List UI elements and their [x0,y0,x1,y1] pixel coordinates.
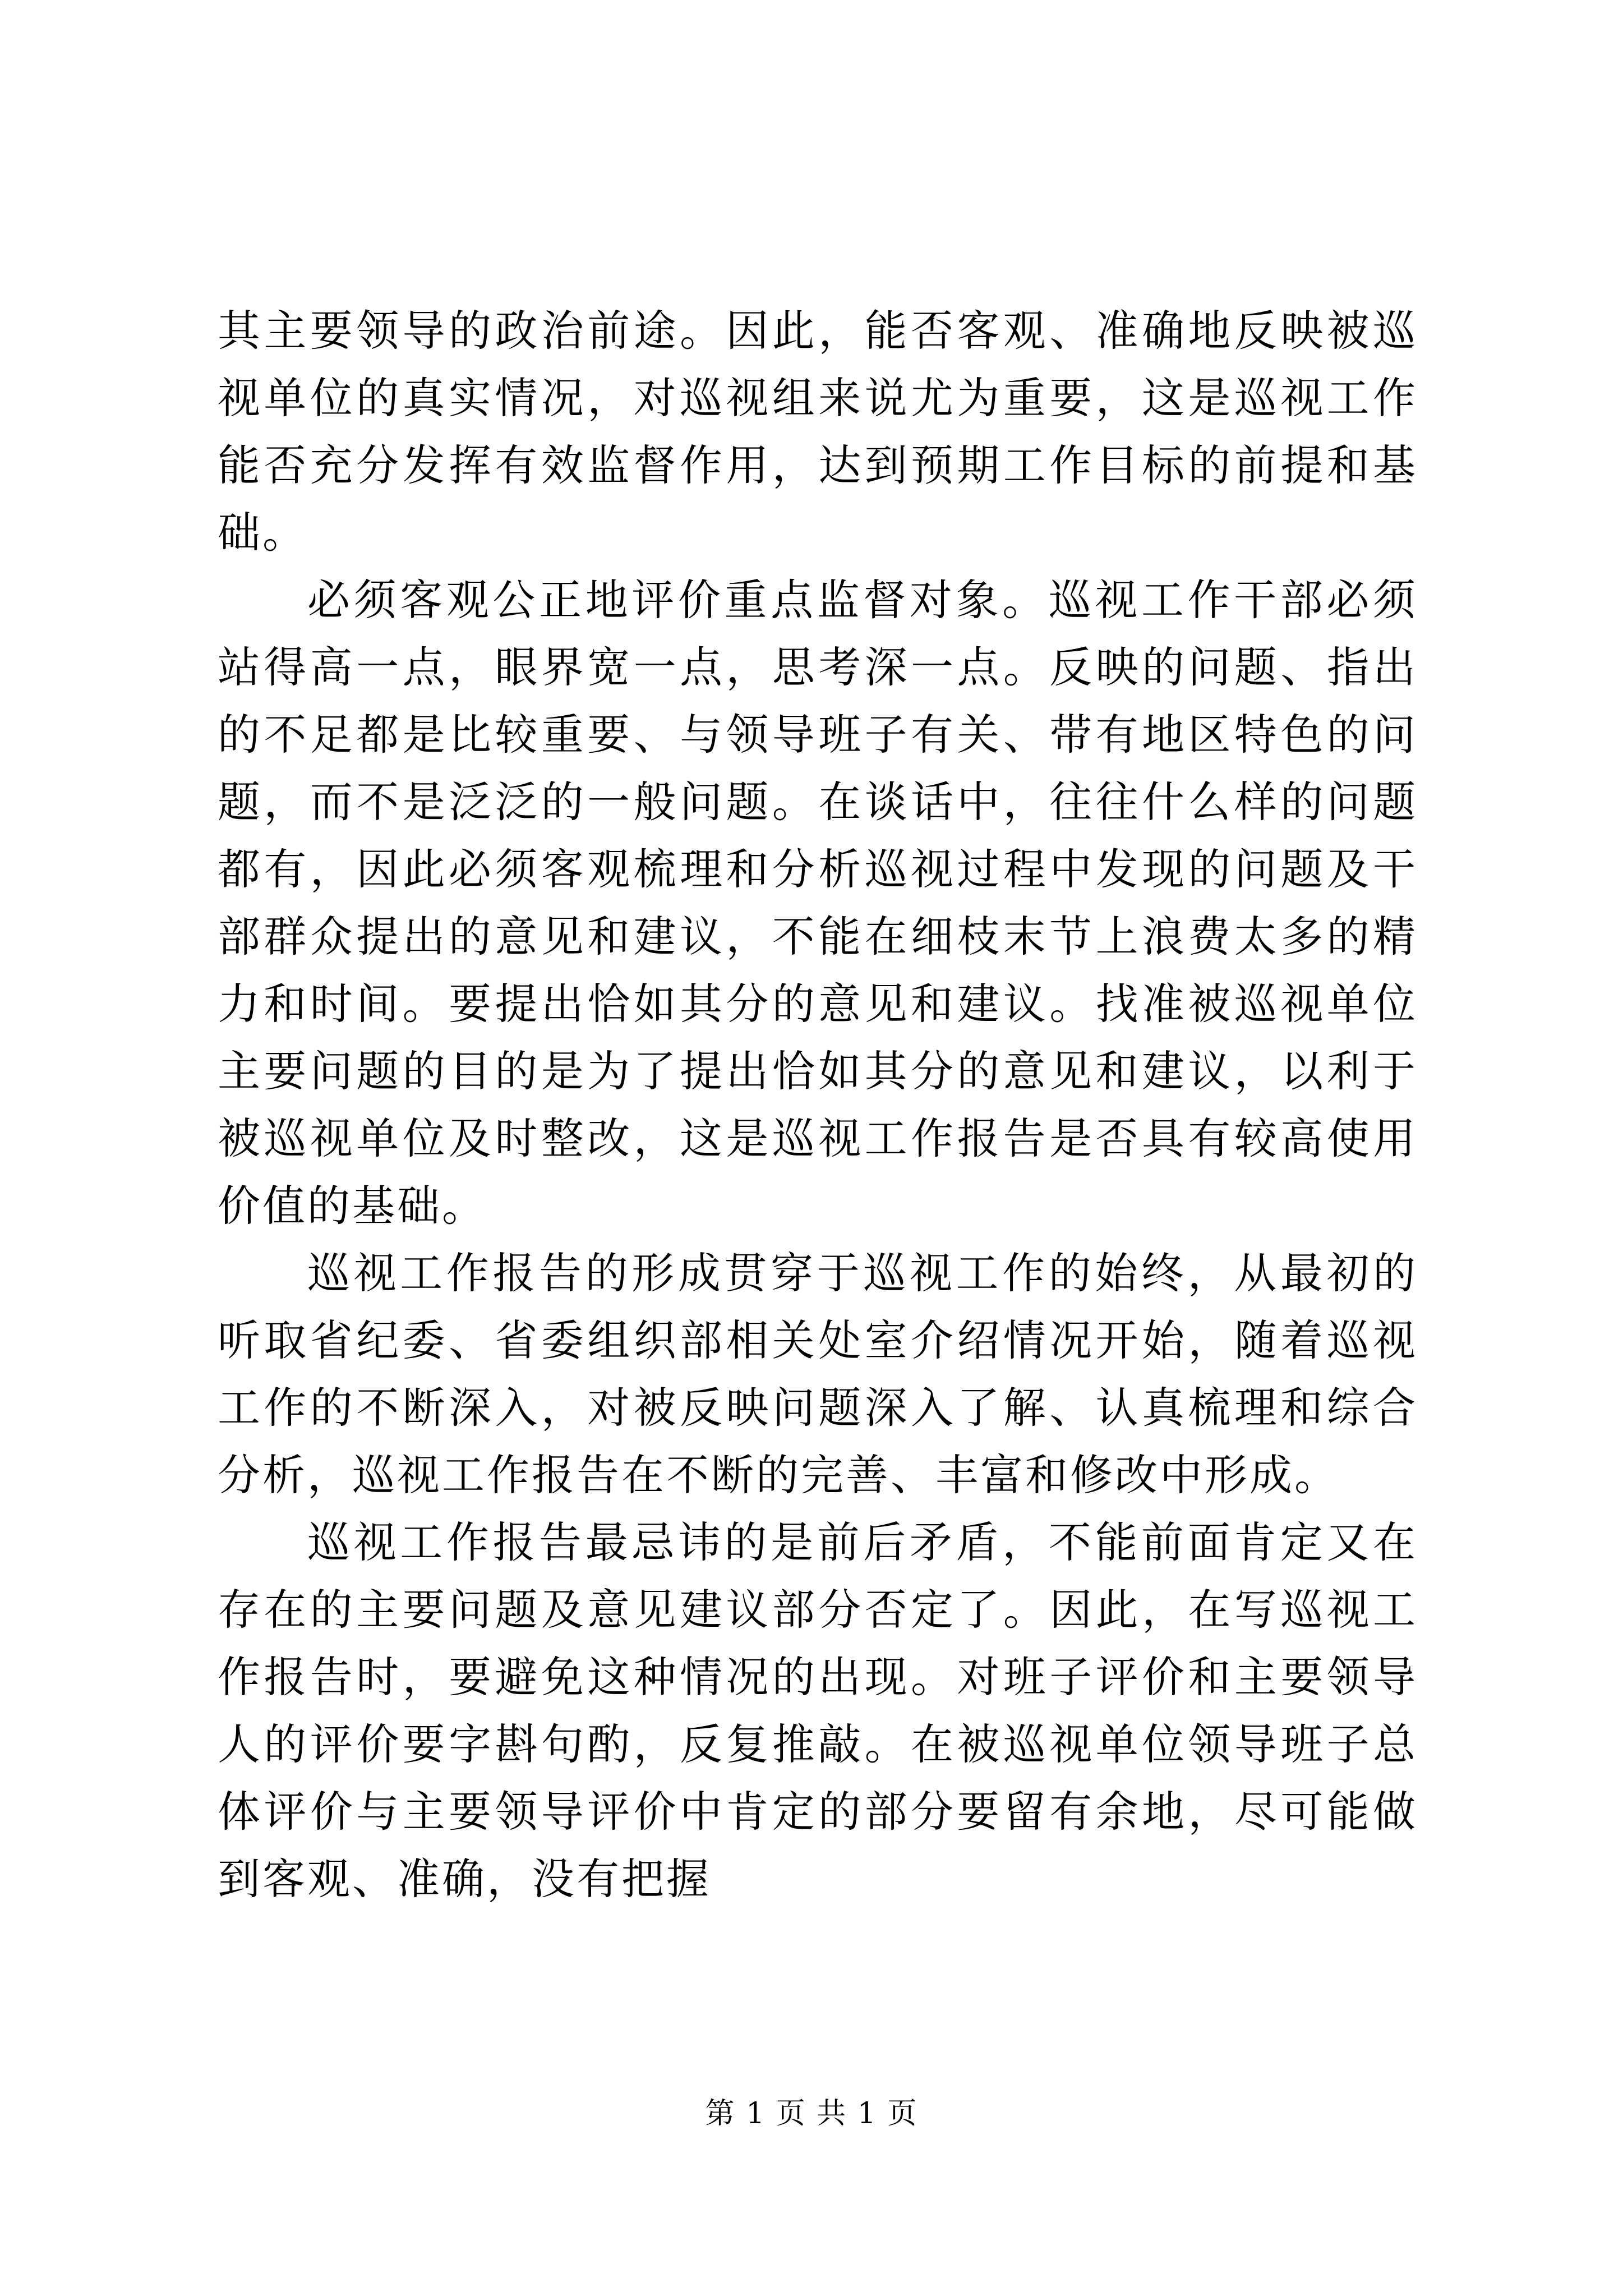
paragraph-continuation: 其主要领导的政治前途。因此，能否客观、准确地反映被巡视单位的真实情况，对巡视组来说尤为重要，这是巡视工作能否充分发挥有效监督作用，达到预期工作目标的前提和基础。 [218,306,1418,558]
paragraph-objective-evaluation: 必须客观公正地评价重点监督对象。巡视工作干部必须站得高一点，眼界宽一点，思考深一点。反映的问题、指出的不足都是比较重要、与领导班子有关、带有地区特色的问题，而不是泛泛的一般问题。在谈话中，往往什么样的问题都有，因此必须客观梳理和分析巡视过程中发现的问题及干部群众提出的意见和建议，不能在细枝末节上浪费太多的精力和时间。要提出恰如其分的意见和建议。找准被巡视单位主要问题的目的是为了提出恰如其分的意见和建议，以利于被巡视单位及时整改，这是巡视工作报告是否具有较高使用价值的基础。 [218,575,1418,1231]
paragraph-report-formation: 巡视工作报告的形成贯穿于巡视工作的始终，从最初的听取省纪委、省委组织部相关处室介绍情况开始，随着巡视工作的不断深入，对被反映问题深入了解、认真梳理和综合分析，巡视工作报告在不断的完善、丰富和修改中形成。 [218,1248,1418,1500]
paragraph-avoid-contradiction: 巡视工作报告最忌讳的是前后矛盾，不能前面肯定又在存在的主要问题及意见建议部分否定了。因此，在写巡视工作报告时，要避免这种情况的出现。对班子评价和主要领导人的评价要字斟句酌，反复推敲。在被巡视单位领导班子总体评价与主要领导评价中肯定的部分要留有余地，尽可能做到客观、准确，没有把握 [218,1517,1418,1904]
document-body [218,297,1418,1913]
page-footer: 第 1 页 共 1 页 [705,2097,918,2131]
